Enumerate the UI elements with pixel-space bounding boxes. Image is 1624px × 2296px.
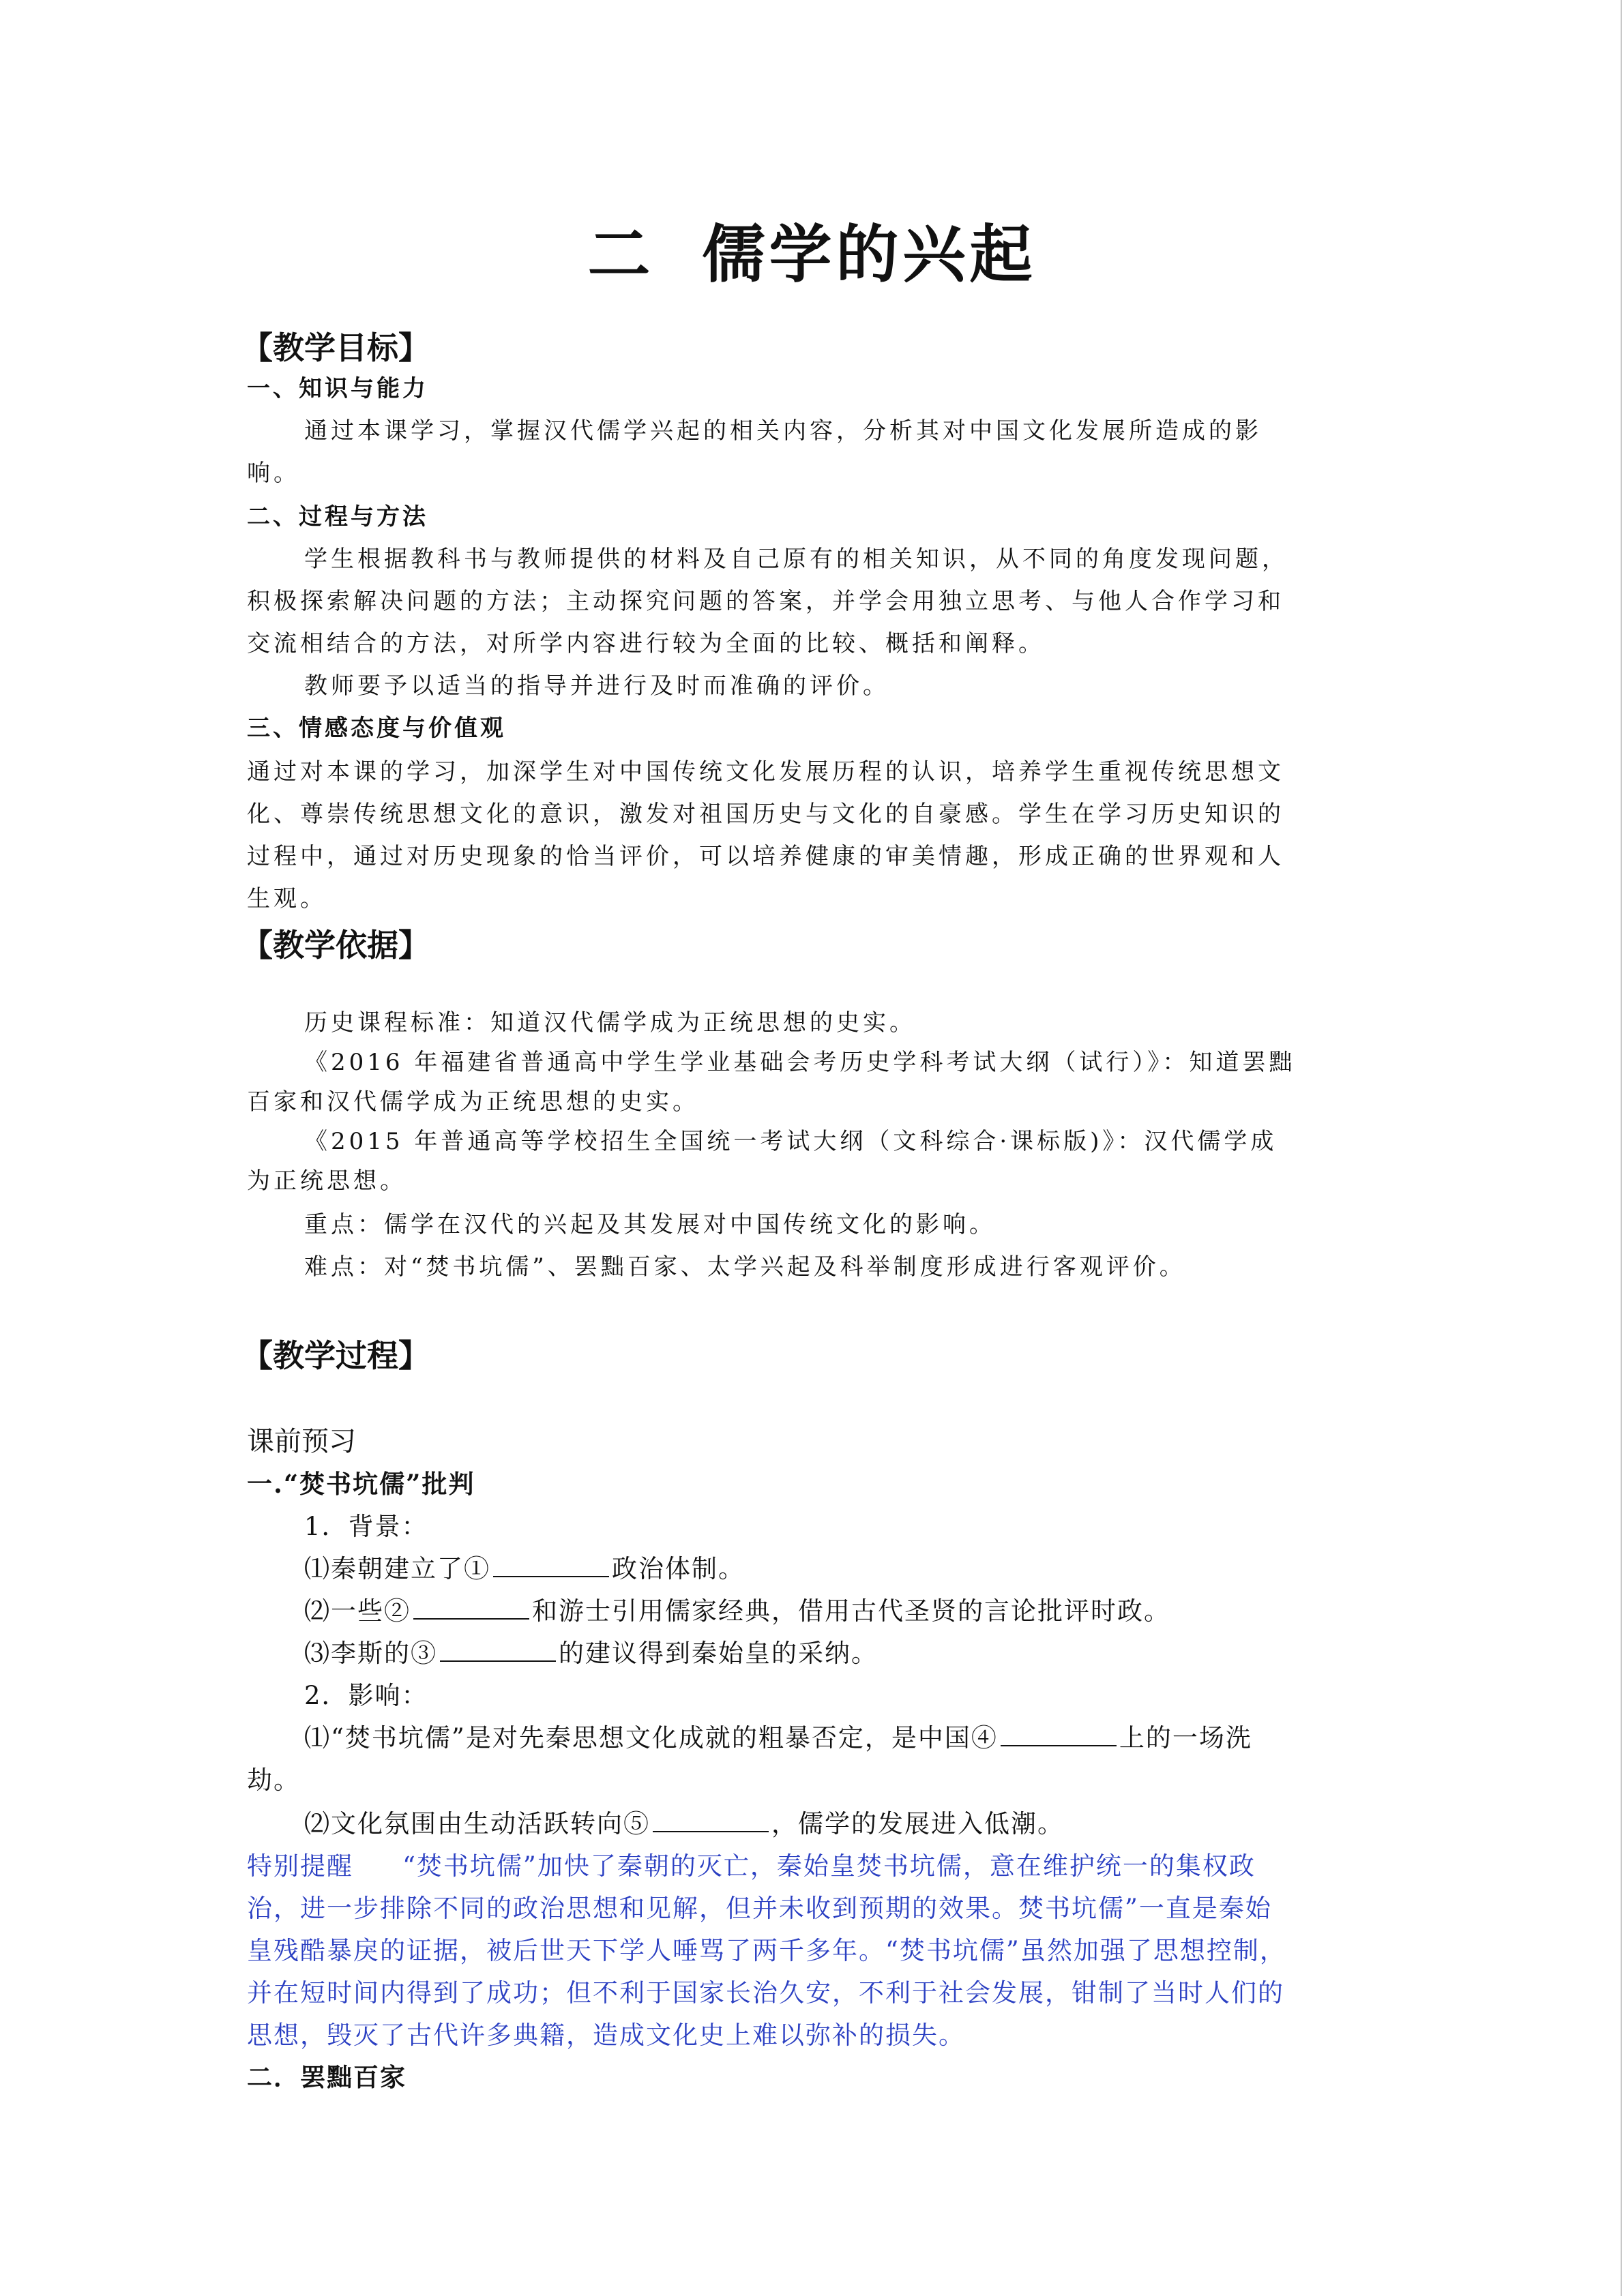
special-note-label: 特别提醒: [247, 1851, 353, 1881]
page-edge-rule: [1621, 0, 1622, 2296]
basis-gaokao-line: 《2015 年普通高等学校招生全国统一考试大纲（文科综合·课标版)》：汉代儒学成: [304, 1128, 1278, 1155]
question-3: [304, 1632, 1430, 1669]
question-1: [304, 1548, 1430, 1585]
goals-p2b-line: 教师要予以适当的指导并进行及时而准确的评价。: [304, 672, 889, 700]
goals-p3-line: 通过对本课的学习，加深学生对中国传统文化发展历程的认识，培养学生重视传统思想文: [247, 758, 1284, 786]
special-note-line: 并在短时间内得到了成功；但不利于国家长治久安，不利于社会发展，钳制了当时人们的: [247, 1978, 1284, 2008]
process-heading: 【教学过程】: [241, 1337, 430, 1374]
question-4-continued: 劫。: [247, 1765, 300, 1795]
goals-p1-line: 通过本课学习，掌握汉代儒学兴起的相关内容，分析其对中国文化发展所造成的影: [304, 417, 1262, 445]
question-3-suffix: 的建议得到秦始皇的采纳。: [559, 1639, 878, 1668]
special-note-line: 思想，毁灭了古代许多典籍，造成文化史上难以弥补的损失。: [247, 2021, 965, 2050]
basis-standard: 历史课程标准：知道汉代儒学成为正统思想的史实。: [304, 1009, 916, 1037]
goals-p3-line: 化、尊崇传统思想文化的意识，激发对祖国历史与文化的自豪感。学生在学习历史知识的: [247, 801, 1284, 828]
goals-p3-line: 生观。: [247, 885, 327, 912]
answer-blank-3[interactable]: [440, 1636, 556, 1662]
question-5: [304, 1803, 1430, 1840]
background-label: 1．背景：: [304, 1512, 428, 1541]
question-4-prefix: ⑴“焚书坑儒”是对先秦思想文化成就的粗暴否定，是中国④: [304, 1723, 998, 1753]
question-2: [304, 1590, 1430, 1627]
preview-label: 课前预习: [247, 1426, 356, 1457]
section-2-title: 二．罢黜百家: [247, 2062, 407, 2092]
question-1-suffix: 政治体制。: [612, 1554, 745, 1583]
impact-label: 2．影响：: [304, 1681, 428, 1710]
section-1-title: 一.“焚书坑儒”批判: [247, 1469, 475, 1499]
question-5-suffix: ，儒学的发展进入低潮。: [771, 1809, 1064, 1838]
question-5-prefix: ⑵文化氛围由生动活跃转向⑤: [304, 1809, 650, 1838]
answer-blank-1[interactable]: [493, 1551, 609, 1577]
answer-blank-2[interactable]: [413, 1594, 529, 1620]
basis-key-point: 重点：儒学在汉代的兴起及其发展对中国传统文化的影响。: [304, 1211, 996, 1238]
special-note: [247, 1845, 1372, 1882]
answer-blank-4[interactable]: [1001, 1720, 1117, 1746]
special-note-line: “焚书坑儒”加快了秦朝的灭亡，秦始皇焚书坑儒，意在维护统一的集权政: [402, 1851, 1256, 1881]
basis-heading: 【教学依据】: [241, 927, 430, 964]
answer-blank-5[interactable]: [653, 1806, 769, 1832]
question-2-prefix: ⑵一些②: [304, 1596, 411, 1626]
goals-sub-process: 二、过程与方法: [247, 503, 428, 531]
special-note-line: 治，进一步排除不同的政治思想和见解，但并未收到预期的效果。焚书坑儒”一直是秦始: [247, 1894, 1272, 1923]
basis-fujian-line: 百家和汉代儒学成为正统思想的史实。: [247, 1088, 699, 1116]
question-4: [304, 1717, 1430, 1754]
page-title: [0, 205, 1624, 295]
question-1-prefix: ⑴秦朝建立了①: [304, 1554, 490, 1583]
goals-p2-line: 交流相结合的方法，对所学内容进行较为全面的比较、概括和阐释。: [247, 630, 1045, 657]
goals-sub-knowledge: 一、知识与能力: [247, 375, 428, 402]
goals-p2-line: 学生根据教科书与教师提供的材料及自己原有的相关知识，从不同的角度发现问题，: [304, 546, 1288, 573]
basis-fujian-line: 《2016 年福建省普通高中学生学业基础会考历史学科考试大纲（试行）》：知道罢黜: [304, 1049, 1296, 1076]
basis-gaokao-line: 为正统思想。: [247, 1167, 407, 1195]
title-number: 二: [587, 218, 655, 291]
title-text: 儒学的兴起: [702, 218, 1037, 291]
goals-p1-line: 响。: [247, 460, 300, 487]
goals-p2-line: 积极探索解决问题的方法；主动探究问题的答案，并学会用独立思考、与他人合作学习和: [247, 588, 1284, 615]
question-4-suffix: 上的一场洗: [1119, 1723, 1252, 1753]
goals-p3-line: 过程中，通过对历史现象的恰当评价，可以培养健康的审美情趣，形成正确的世界观和人: [247, 843, 1284, 870]
question-3-prefix: ⑶李斯的③: [304, 1639, 437, 1668]
basis-difficulty: 难点：对“焚书坑儒”、罢黜百家、太学兴起及科举制度形成进行客观评价。: [304, 1253, 1186, 1281]
special-note-line: 皇残酷暴戾的证据，被后世天下学人唾骂了两千多年。“焚书坑儒”虽然加强了思想控制，: [247, 1936, 1286, 1965]
goals-sub-attitude: 三、情感态度与价值观: [247, 715, 506, 742]
goals-heading: 【教学目标】: [241, 329, 430, 366]
question-2-suffix: 和游士引用儒家经典，借用古代圣贤的言论批评时政。: [532, 1596, 1170, 1626]
